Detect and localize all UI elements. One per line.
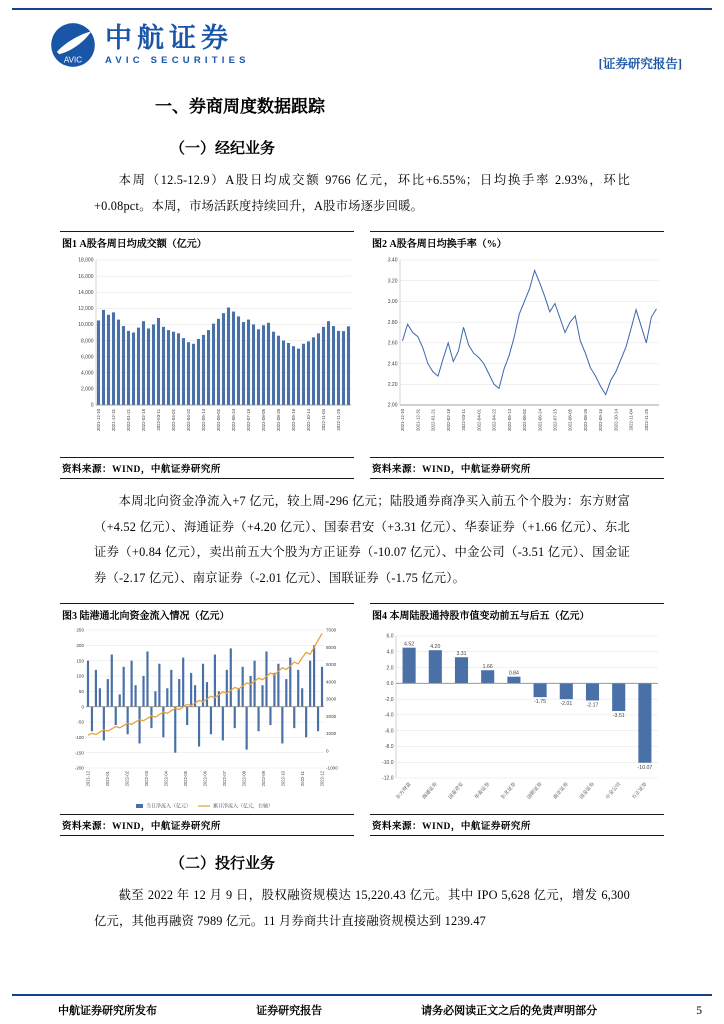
svg-text:2022-08: 2022-08 — [241, 771, 247, 787]
figure-1-title: 图1 A股各周日均成交额（亿元） — [60, 231, 354, 252]
svg-text:2022-10-14: 2022-10-14 — [306, 409, 312, 432]
figure-3-source: 资料来源：WIND，中航证券研究所 — [60, 814, 354, 836]
svg-text:3.40: 3.40 — [387, 257, 398, 264]
svg-text:南京证券: 南京证券 — [552, 781, 570, 801]
svg-text:-50: -50 — [77, 719, 84, 725]
figure-3-chart — [60, 624, 354, 814]
svg-text:250: 250 — [76, 627, 84, 633]
subsection-title-investment-banking: （二）投行业务 — [170, 856, 276, 873]
svg-text:200: 200 — [76, 643, 84, 649]
svg-text:2022-09: 2022-09 — [260, 771, 266, 787]
svg-text:2022-11: 2022-11 — [299, 771, 305, 787]
svg-text:4.20: 4.20 — [430, 644, 441, 651]
svg-text:150: 150 — [76, 658, 84, 664]
svg-text:4.52: 4.52 — [404, 642, 415, 649]
paragraph-brokerage: 本周（12.5-12.9）A股日均成交额 9766 亿元，环比+6.55%；日均换手率 2.93%，环比+0.08pct。本周，市场活跃度持续回升，A股市场逐步回暖。 — [94, 173, 630, 213]
figure-row-2 — [60, 603, 664, 836]
figure-4 — [370, 603, 664, 836]
svg-text:2022-08-05: 2022-08-05 — [261, 409, 267, 432]
svg-text:2021-12-10: 2021-12-10 — [96, 409, 102, 432]
svg-text:当日净流入（亿元）: 当日净流入（亿元） — [146, 803, 192, 810]
figure-1-source: 资料来源：WIND，中航证券研究所 — [60, 457, 354, 479]
svg-text:6,000: 6,000 — [80, 354, 94, 361]
svg-text:2022-07-15: 2022-07-15 — [552, 409, 558, 432]
svg-text:2021-12-10: 2021-12-10 — [400, 409, 406, 432]
figure-1 — [60, 231, 354, 479]
svg-text:4.0: 4.0 — [386, 649, 394, 656]
figure-3-title: 图3 陆港通北向资金流入情况（亿元） — [60, 603, 354, 624]
svg-text:2022-04: 2022-04 — [163, 771, 169, 787]
svg-text:2022-01-21: 2022-01-21 — [430, 409, 436, 432]
svg-text:50: 50 — [78, 689, 84, 695]
svg-text:2022-02-18: 2022-02-18 — [141, 409, 147, 432]
svg-text:-6.0: -6.0 — [384, 728, 394, 735]
svg-text:16,000: 16,000 — [78, 273, 94, 280]
svg-text:2022-10: 2022-10 — [280, 771, 286, 787]
svg-text:2022-09-16: 2022-09-16 — [291, 409, 297, 432]
svg-text:东方财富: 东方财富 — [395, 781, 413, 801]
svg-text:1.66: 1.66 — [482, 664, 493, 671]
brand-name-en: AVIC SECURITIES — [105, 55, 250, 67]
svg-text:3.20: 3.20 — [387, 278, 398, 285]
svg-text:-200: -200 — [74, 765, 84, 771]
svg-text:0.0: 0.0 — [386, 681, 394, 688]
svg-text:2.00: 2.00 — [387, 402, 398, 409]
svg-text:-1.75: -1.75 — [534, 699, 547, 706]
figure-4-chart — [370, 624, 664, 814]
figure-row-1 — [60, 231, 664, 479]
svg-text:2022-11-25: 2022-11-25 — [643, 409, 649, 431]
svg-text:6.0: 6.0 — [386, 634, 394, 641]
svg-text:2022-04-01: 2022-04-01 — [171, 409, 177, 432]
svg-text:东北证券: 东北证券 — [499, 781, 518, 801]
svg-text:2022-12: 2022-12 — [319, 771, 325, 787]
figure-2-title: 图2 A股各周日均换手率（%） — [370, 231, 664, 252]
figure-3 — [60, 603, 354, 836]
svg-text:2022-01: 2022-01 — [104, 771, 110, 787]
brand-name-cn: 中航证券 — [105, 22, 233, 53]
svg-text:-150: -150 — [74, 750, 84, 756]
svg-text:4,000: 4,000 — [80, 370, 94, 377]
svg-text:2022-04-22: 2022-04-22 — [491, 409, 497, 432]
svg-text:2022-04-01: 2022-04-01 — [476, 409, 482, 432]
svg-text:6000: 6000 — [326, 645, 337, 651]
svg-text:10,000: 10,000 — [78, 322, 94, 329]
svg-text:3.31: 3.31 — [456, 651, 467, 658]
svg-text:2.20: 2.20 — [387, 382, 398, 389]
svg-text:2022-03: 2022-03 — [143, 771, 149, 787]
svg-text:-2.17: -2.17 — [586, 702, 599, 709]
svg-text:2.0: 2.0 — [386, 665, 394, 672]
section-title: 一、券商周度数据跟踪 — [155, 97, 325, 116]
svg-text:2022-06-02: 2022-06-02 — [522, 409, 528, 432]
svg-text:100: 100 — [76, 673, 84, 679]
svg-text:2022-08-26: 2022-08-26 — [276, 409, 282, 432]
svg-text:2.60: 2.60 — [387, 340, 398, 347]
svg-text:3000: 3000 — [326, 696, 337, 702]
svg-text:14,000: 14,000 — [78, 290, 94, 297]
svg-text:2021-12-31: 2021-12-31 — [415, 409, 421, 432]
svg-text:-4.0: -4.0 — [384, 712, 394, 719]
svg-text:0: 0 — [90, 402, 94, 409]
report-type-label: [证券研究报告] — [598, 57, 682, 71]
svg-text:方正证券: 方正证券 — [630, 781, 649, 801]
svg-text:2021-12-31: 2021-12-31 — [111, 409, 117, 432]
svg-text:华泰证券: 华泰证券 — [473, 781, 492, 801]
figure-1-chart — [60, 252, 354, 457]
svg-text:国金证券: 国金证券 — [578, 781, 597, 801]
svg-text:2022-02-18: 2022-02-18 — [445, 409, 451, 432]
figure-4-title: 图4 本周陆股通持股市值变动前五与后五（亿元） — [370, 603, 664, 624]
footer-report-type: 证券研究报告 — [256, 1005, 323, 1017]
svg-text:2022-01-21: 2022-01-21 — [126, 409, 132, 432]
paragraph-northbound: 本周北向资金净流入+7 亿元，较上周-296 亿元；陆股通券商净买入前五个个股为：东方财富（+4.52 亿元）、海通证券（+4.20 亿元）、国泰君安（+3.31 亿元）、华泰证券（+1.66 亿元）、东北证券（+0.84 亿元），卖出前五大个股为方正证券（-10.07 亿元）、中金公司（-3.51 亿元）、国金证券（-2.17 亿元）、南京证券（-2.01 亿元）、国联证券（-1.75 亿元）。 — [94, 494, 630, 585]
svg-text:2.40: 2.40 — [387, 361, 398, 368]
svg-text:2022-05-13: 2022-05-13 — [506, 409, 512, 432]
svg-text:2022-05-13: 2022-05-13 — [201, 409, 207, 432]
svg-text:0: 0 — [326, 748, 329, 754]
svg-text:2022-09-16: 2022-09-16 — [598, 409, 604, 432]
brand — [50, 22, 250, 68]
svg-text:-3.51: -3.51 — [612, 713, 625, 720]
svg-text:12,000: 12,000 — [78, 306, 94, 313]
svg-text:2022-06-24: 2022-06-24 — [231, 409, 237, 432]
page-header — [0, 10, 724, 76]
svg-text:2021-12: 2021-12 — [85, 771, 91, 787]
svg-text:2022-06: 2022-06 — [202, 771, 208, 787]
svg-text:2022-11-25: 2022-11-25 — [336, 409, 342, 431]
paragraph-investment-banking: 截至 2022 年 12 月 9 日，股权融资规模达 15,220.43 亿元。其中 IPO 5,628 亿元，增发 6,300 亿元，其他再融资 7989 亿元。11 月券商共计直接融资规模达到 1239.47 — [94, 888, 630, 928]
svg-text:8,000: 8,000 — [80, 338, 94, 345]
svg-text:0.84: 0.84 — [508, 671, 519, 678]
svg-text:-1000: -1000 — [326, 765, 338, 771]
footer-row — [12, 996, 712, 1018]
svg-text:2022-02: 2022-02 — [124, 771, 130, 787]
svg-text:2000: 2000 — [326, 714, 337, 720]
svg-text:4000: 4000 — [326, 679, 337, 685]
svg-text:2022-11-04: 2022-11-04 — [321, 409, 327, 431]
svg-text:5000: 5000 — [326, 662, 337, 668]
svg-text:2022-03-11: 2022-03-11 — [461, 409, 467, 431]
svg-text:-2.01: -2.01 — [560, 701, 573, 708]
page-number: 5 — [696, 1005, 702, 1017]
svg-text:-10.07: -10.07 — [637, 765, 653, 772]
svg-text:-2.0: -2.0 — [384, 697, 394, 704]
svg-text:-10.0: -10.0 — [382, 760, 394, 767]
svg-text:国联证券: 国联证券 — [526, 781, 544, 801]
svg-text:-100: -100 — [74, 735, 84, 741]
svg-text:2022-10-14: 2022-10-14 — [613, 409, 619, 432]
page-footer — [12, 994, 712, 1018]
svg-text:2022-03-11: 2022-03-11 — [156, 409, 162, 431]
svg-text:-12.0: -12.0 — [382, 776, 394, 783]
svg-text:2022-07-15: 2022-07-15 — [246, 409, 252, 432]
figure-2 — [370, 231, 664, 479]
figure-4-source: 资料来源：WIND，中航证券研究所 — [370, 814, 664, 836]
svg-text:2022-06-24: 2022-06-24 — [537, 409, 543, 432]
svg-text:2022-11-04: 2022-11-04 — [628, 409, 634, 431]
svg-text:3.00: 3.00 — [387, 299, 398, 306]
svg-text:2022-04-22: 2022-04-22 — [186, 409, 192, 432]
svg-text:7000: 7000 — [326, 627, 337, 633]
svg-text:累计净流入（亿元，右轴）: 累计净流入（亿元，右轴） — [213, 803, 274, 810]
svg-text:海通证券: 海通证券 — [421, 781, 439, 801]
svg-text:中金公司: 中金公司 — [604, 781, 623, 801]
svg-text:18,000: 18,000 — [78, 257, 94, 264]
svg-text:2022-07: 2022-07 — [221, 771, 227, 787]
figure-2-chart — [370, 252, 664, 457]
svg-text:-8.0: -8.0 — [384, 744, 394, 751]
svg-text:2022-08-26: 2022-08-26 — [582, 409, 588, 432]
subsection-title-brokerage: （一）经纪业务 — [170, 141, 276, 157]
avic-logo-icon — [50, 22, 96, 68]
svg-text:2022-06-02: 2022-06-02 — [216, 409, 222, 432]
footer-disclaimer: 请务必阅读正文之后的免责声明部分 — [421, 1005, 598, 1017]
svg-text:1000: 1000 — [326, 731, 337, 737]
svg-text:2022-08-05: 2022-08-05 — [567, 409, 573, 432]
footer-publisher: 中航证券研究所发布 — [58, 1005, 157, 1017]
svg-text:2022-05: 2022-05 — [182, 771, 188, 787]
svg-text:0: 0 — [81, 704, 84, 710]
avic-logo-text: AVIC — [63, 55, 83, 65]
svg-text:国泰君安: 国泰君安 — [447, 781, 466, 801]
svg-text:2,000: 2,000 — [80, 386, 94, 393]
brand-text — [105, 24, 250, 66]
figure-2-source: 资料来源：WIND，中航证券研究所 — [370, 457, 664, 479]
report-body — [0, 92, 724, 935]
svg-text:2.80: 2.80 — [387, 319, 398, 326]
